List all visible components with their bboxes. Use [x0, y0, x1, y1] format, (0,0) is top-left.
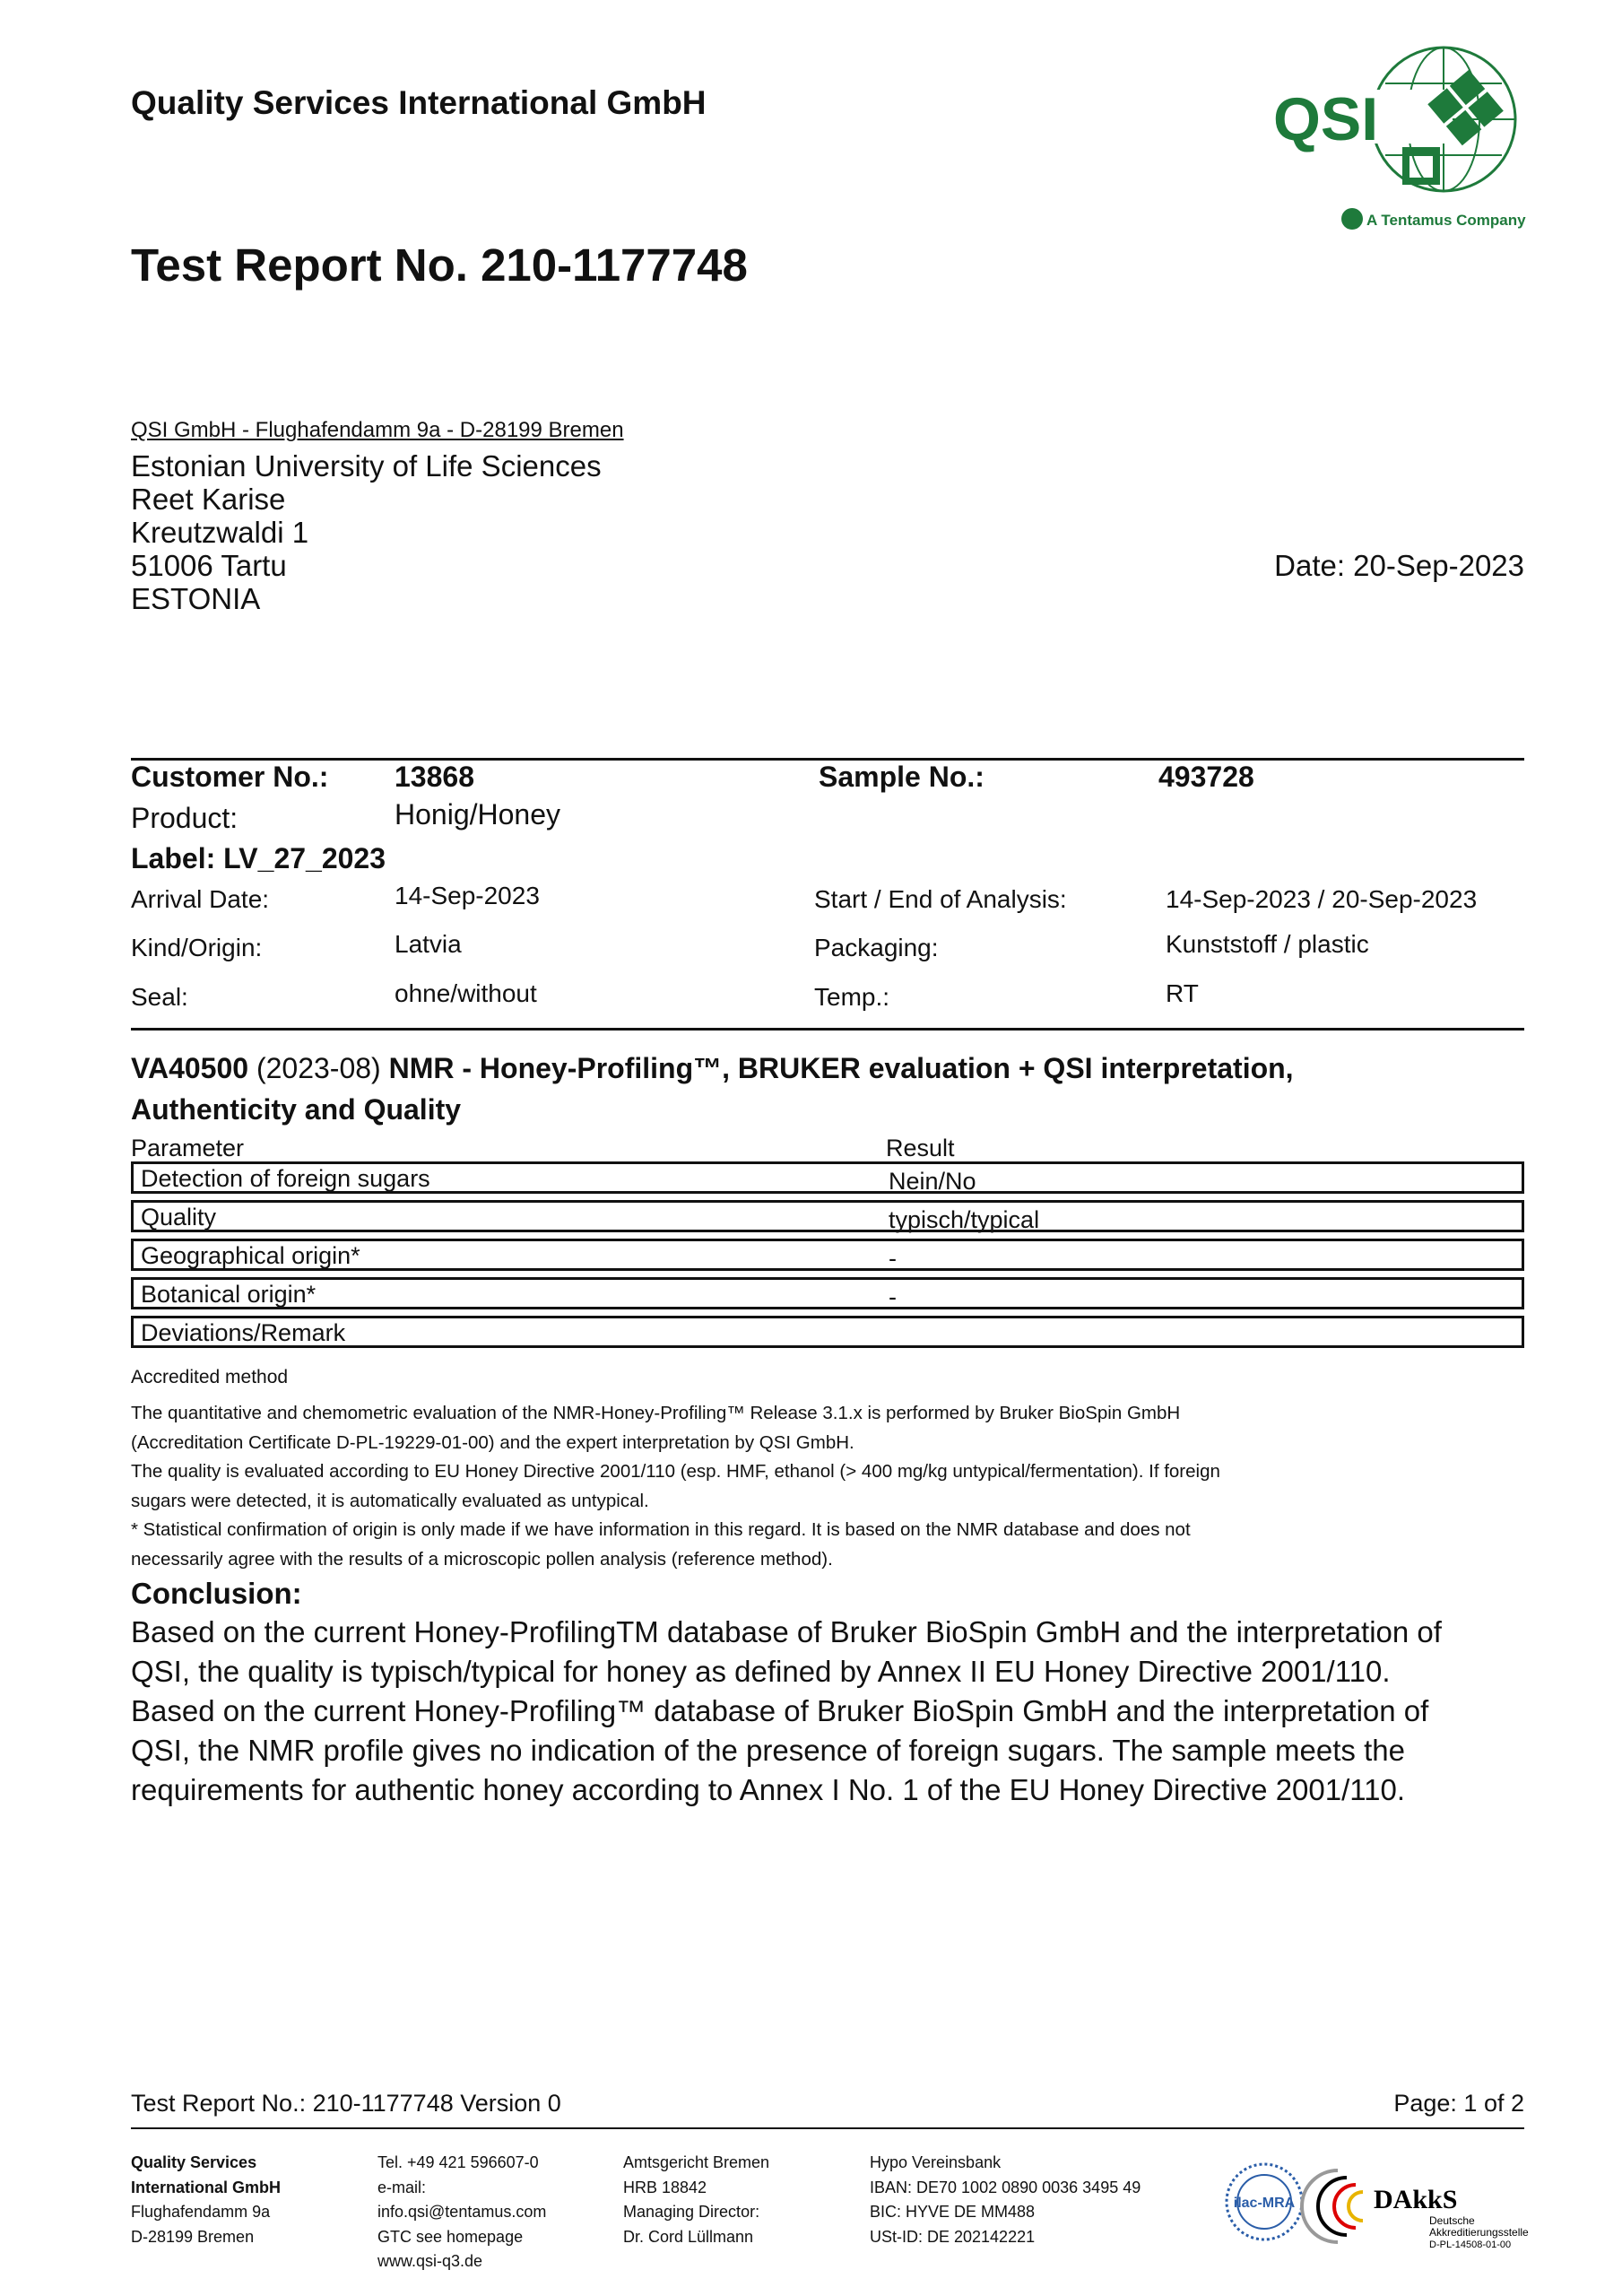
footer-text: GTC see homepage — [377, 2227, 524, 2246]
sample-label: Label: LV_27_2023 — [131, 842, 386, 874]
result-cell: typisch/typical — [889, 1206, 1040, 1233]
packaging-label: Packaging: — [814, 934, 939, 961]
divider — [131, 1028, 1524, 1031]
seal-value: ohne/without — [395, 979, 537, 1007]
table-row — [131, 1316, 1524, 1348]
method-name-cont: Authenticity and Quality — [131, 1093, 462, 1126]
footer-text: HRB 18842 — [623, 2178, 707, 2196]
packaging-value: Kunststoff / plastic — [1166, 930, 1369, 958]
parameter-cell: Deviations/Remark — [141, 1319, 346, 1346]
table-row — [131, 1239, 1524, 1271]
page-number: Page: 1 of 2 — [1393, 2090, 1524, 2117]
table-row — [131, 1161, 1524, 1194]
svg-text:Deutsche: Deutsche — [1429, 2214, 1475, 2227]
conclusion-heading: Conclusion: — [131, 1577, 302, 1610]
svg-text:Akkreditierungsstelle: Akkreditierungsstelle — [1429, 2226, 1529, 2239]
footer-company — [131, 2151, 281, 2249]
method-code: VA40500 — [131, 1052, 249, 1084]
temp-value: RT — [1166, 979, 1199, 1007]
footer-text: D-28199 Bremen — [131, 2227, 255, 2246]
method-notes — [131, 1399, 1476, 1574]
svg-text:A Tentamus Company: A Tentamus Company — [1366, 212, 1526, 229]
conclusion-line: requirements for authentic honey according to Annex I No. 1 of the EU Honey Directive 2001/110. — [131, 1773, 1406, 1806]
footer-text: Tel. +49 421 596607-0 — [377, 2153, 539, 2171]
footer-text: e-mail: — [377, 2178, 427, 2196]
seal-label: Seal: — [131, 983, 188, 1011]
footer-text: Hypo Vereinsbank — [870, 2153, 1002, 2171]
recipient-line: ESTONIA — [131, 582, 261, 615]
arrival-date-value: 14-Sep-2023 — [395, 882, 540, 909]
footer-text: BIC: HYVE DE MM488 — [870, 2203, 1036, 2221]
note-line: (Accreditation Certificate D-PL-19229-01-00) and the expert interpretation by QSI GmbH. — [131, 1431, 854, 1453]
footer-text: IBAN: DE70 1002 0890 0036 3495 49 — [870, 2178, 1141, 2196]
arrival-date-label: Arrival Date: — [131, 885, 270, 913]
parameter-cell: Botanical origin* — [141, 1281, 317, 1308]
svg-text:DAkkS: DAkkS — [1374, 2185, 1458, 2214]
footer-text: Dr. Cord Lüllmann — [623, 2227, 754, 2246]
conclusion-line: Based on the current Honey-ProfilingTM database of Bruker BioSpin GmbH and the interpretation of — [131, 1615, 1442, 1648]
recipient-address — [131, 449, 602, 615]
parameter-cell: Detection of foreign sugars — [141, 1165, 430, 1192]
footer-text: International GmbH — [131, 2178, 282, 2196]
column-header-parameter: Parameter — [131, 1135, 245, 1161]
footer-contact — [377, 2151, 547, 2270]
recipient-line: Kreutzwaldi 1 — [131, 516, 309, 549]
note-line: The quality is evaluated according to EU Honey Directive 2001/110 (esp. HMF, ethanol (> 400 mg/kg untypical/fermentation). If foreign — [131, 1461, 1220, 1482]
analysis-period-label: Start / End of Analysis: — [814, 885, 1067, 913]
company-name: Quality Services International GmbH — [131, 84, 707, 121]
table-row — [131, 1277, 1524, 1309]
ilac-mra-logo — [1215, 2152, 1314, 2251]
method-name: NMR - Honey-Profiling™, BRUKER evaluation + QSI interpretation, — [388, 1052, 1294, 1084]
parameter-cell: Quality — [141, 1204, 217, 1231]
report-title: Test Report No. 210-1177748 — [131, 239, 748, 291]
report-date: Date: 20-Sep-2023 — [1274, 549, 1524, 582]
kind-origin-label: Kind/Origin: — [131, 934, 263, 961]
footer-bank — [870, 2151, 1141, 2249]
footer-text: www.qsi-q3.de — [377, 2252, 483, 2270]
accredited-note: Accredited method — [131, 1367, 289, 1387]
note-line: necessarily agree with the results of a microscopic pollen analysis (reference method). — [131, 1548, 833, 1570]
recipient-line: Estonian University of Life Sciences — [131, 449, 602, 483]
result-cell: - — [889, 1245, 897, 1272]
customer-no-label: Customer No.: — [131, 761, 329, 793]
result-cell: - — [889, 1283, 897, 1310]
temp-label: Temp.: — [814, 983, 890, 1011]
footer-divider — [131, 2127, 1524, 2129]
method-heading — [131, 1048, 1476, 1130]
parameter-cell: Geographical origin* — [141, 1242, 360, 1269]
recipient-line: Reet Karise — [131, 483, 286, 516]
sender-address-line: QSI GmbH - Flughafendamm 9a - D-28199 Bremen — [131, 418, 624, 442]
analysis-period-value: 14-Sep-2023 / 20-Sep-2023 — [1166, 885, 1478, 913]
footer-text: Flughafendamm 9a — [131, 2203, 271, 2221]
result-cell: Nein/No — [889, 1168, 976, 1195]
svg-text:D-PL-14508-01-00: D-PL-14508-01-00 — [1429, 2239, 1512, 2250]
results-table — [131, 1161, 1524, 1354]
footer-text: Amtsgericht Bremen — [623, 2153, 770, 2171]
conclusion-line: QSI, the quality is typisch/typical for honey as defined by Annex II EU Honey Directive 2001/110. — [131, 1655, 1391, 1688]
conclusion-text — [131, 1613, 1530, 1810]
conclusion-line: QSI, the NMR profile gives no indication of the presence of foreign sugars. The sample meets the — [131, 1734, 1405, 1767]
note-line: sugars were detected, it is automatically evaluated as untypical. — [131, 1490, 649, 1511]
method-version: (2023-08) — [248, 1052, 389, 1084]
recipient-line: 51006 Tartu — [131, 549, 287, 582]
footer-text: Managing Director: — [623, 2203, 760, 2221]
conclusion-line: Based on the current Honey-Profiling™ database of Bruker BioSpin GmbH and the interpretation of — [131, 1694, 1429, 1727]
footer-text: info.qsi@tentamus.com — [377, 2203, 547, 2221]
sample-no-value: 493728 — [1158, 761, 1254, 793]
svg-text:ilac-MRA: ilac-MRA — [1233, 2196, 1296, 2211]
footer-report-number: Test Report No.: 210-1177748 Version 0 — [131, 2090, 561, 2117]
qsi-logo — [1273, 43, 1524, 240]
product-label: Product: — [131, 802, 239, 834]
note-line: * Statistical confirmation of origin is only made if we have information in this regard. It is based on the NMR database and does not — [131, 1519, 1191, 1540]
customer-no-value: 13868 — [395, 761, 474, 793]
svg-text:QSI: QSI — [1273, 85, 1379, 153]
sample-no-label: Sample No.: — [819, 761, 984, 793]
footer-text: USt-ID: DE 202142221 — [870, 2227, 1036, 2246]
footer-text: Quality Services — [131, 2153, 257, 2171]
table-row — [131, 1200, 1524, 1232]
footer-registry — [623, 2151, 769, 2249]
column-header-result: Result — [886, 1135, 955, 1161]
kind-origin-value: Latvia — [395, 930, 462, 958]
product-value: Honig/Honey — [395, 798, 560, 831]
note-line: The quantitative and chemometric evaluation of the NMR-Honey-Profiling™ Release 3.1.x is performed by Bruker BioSpin GmbH — [131, 1403, 1181, 1423]
dakks-logo — [1311, 2152, 1529, 2251]
